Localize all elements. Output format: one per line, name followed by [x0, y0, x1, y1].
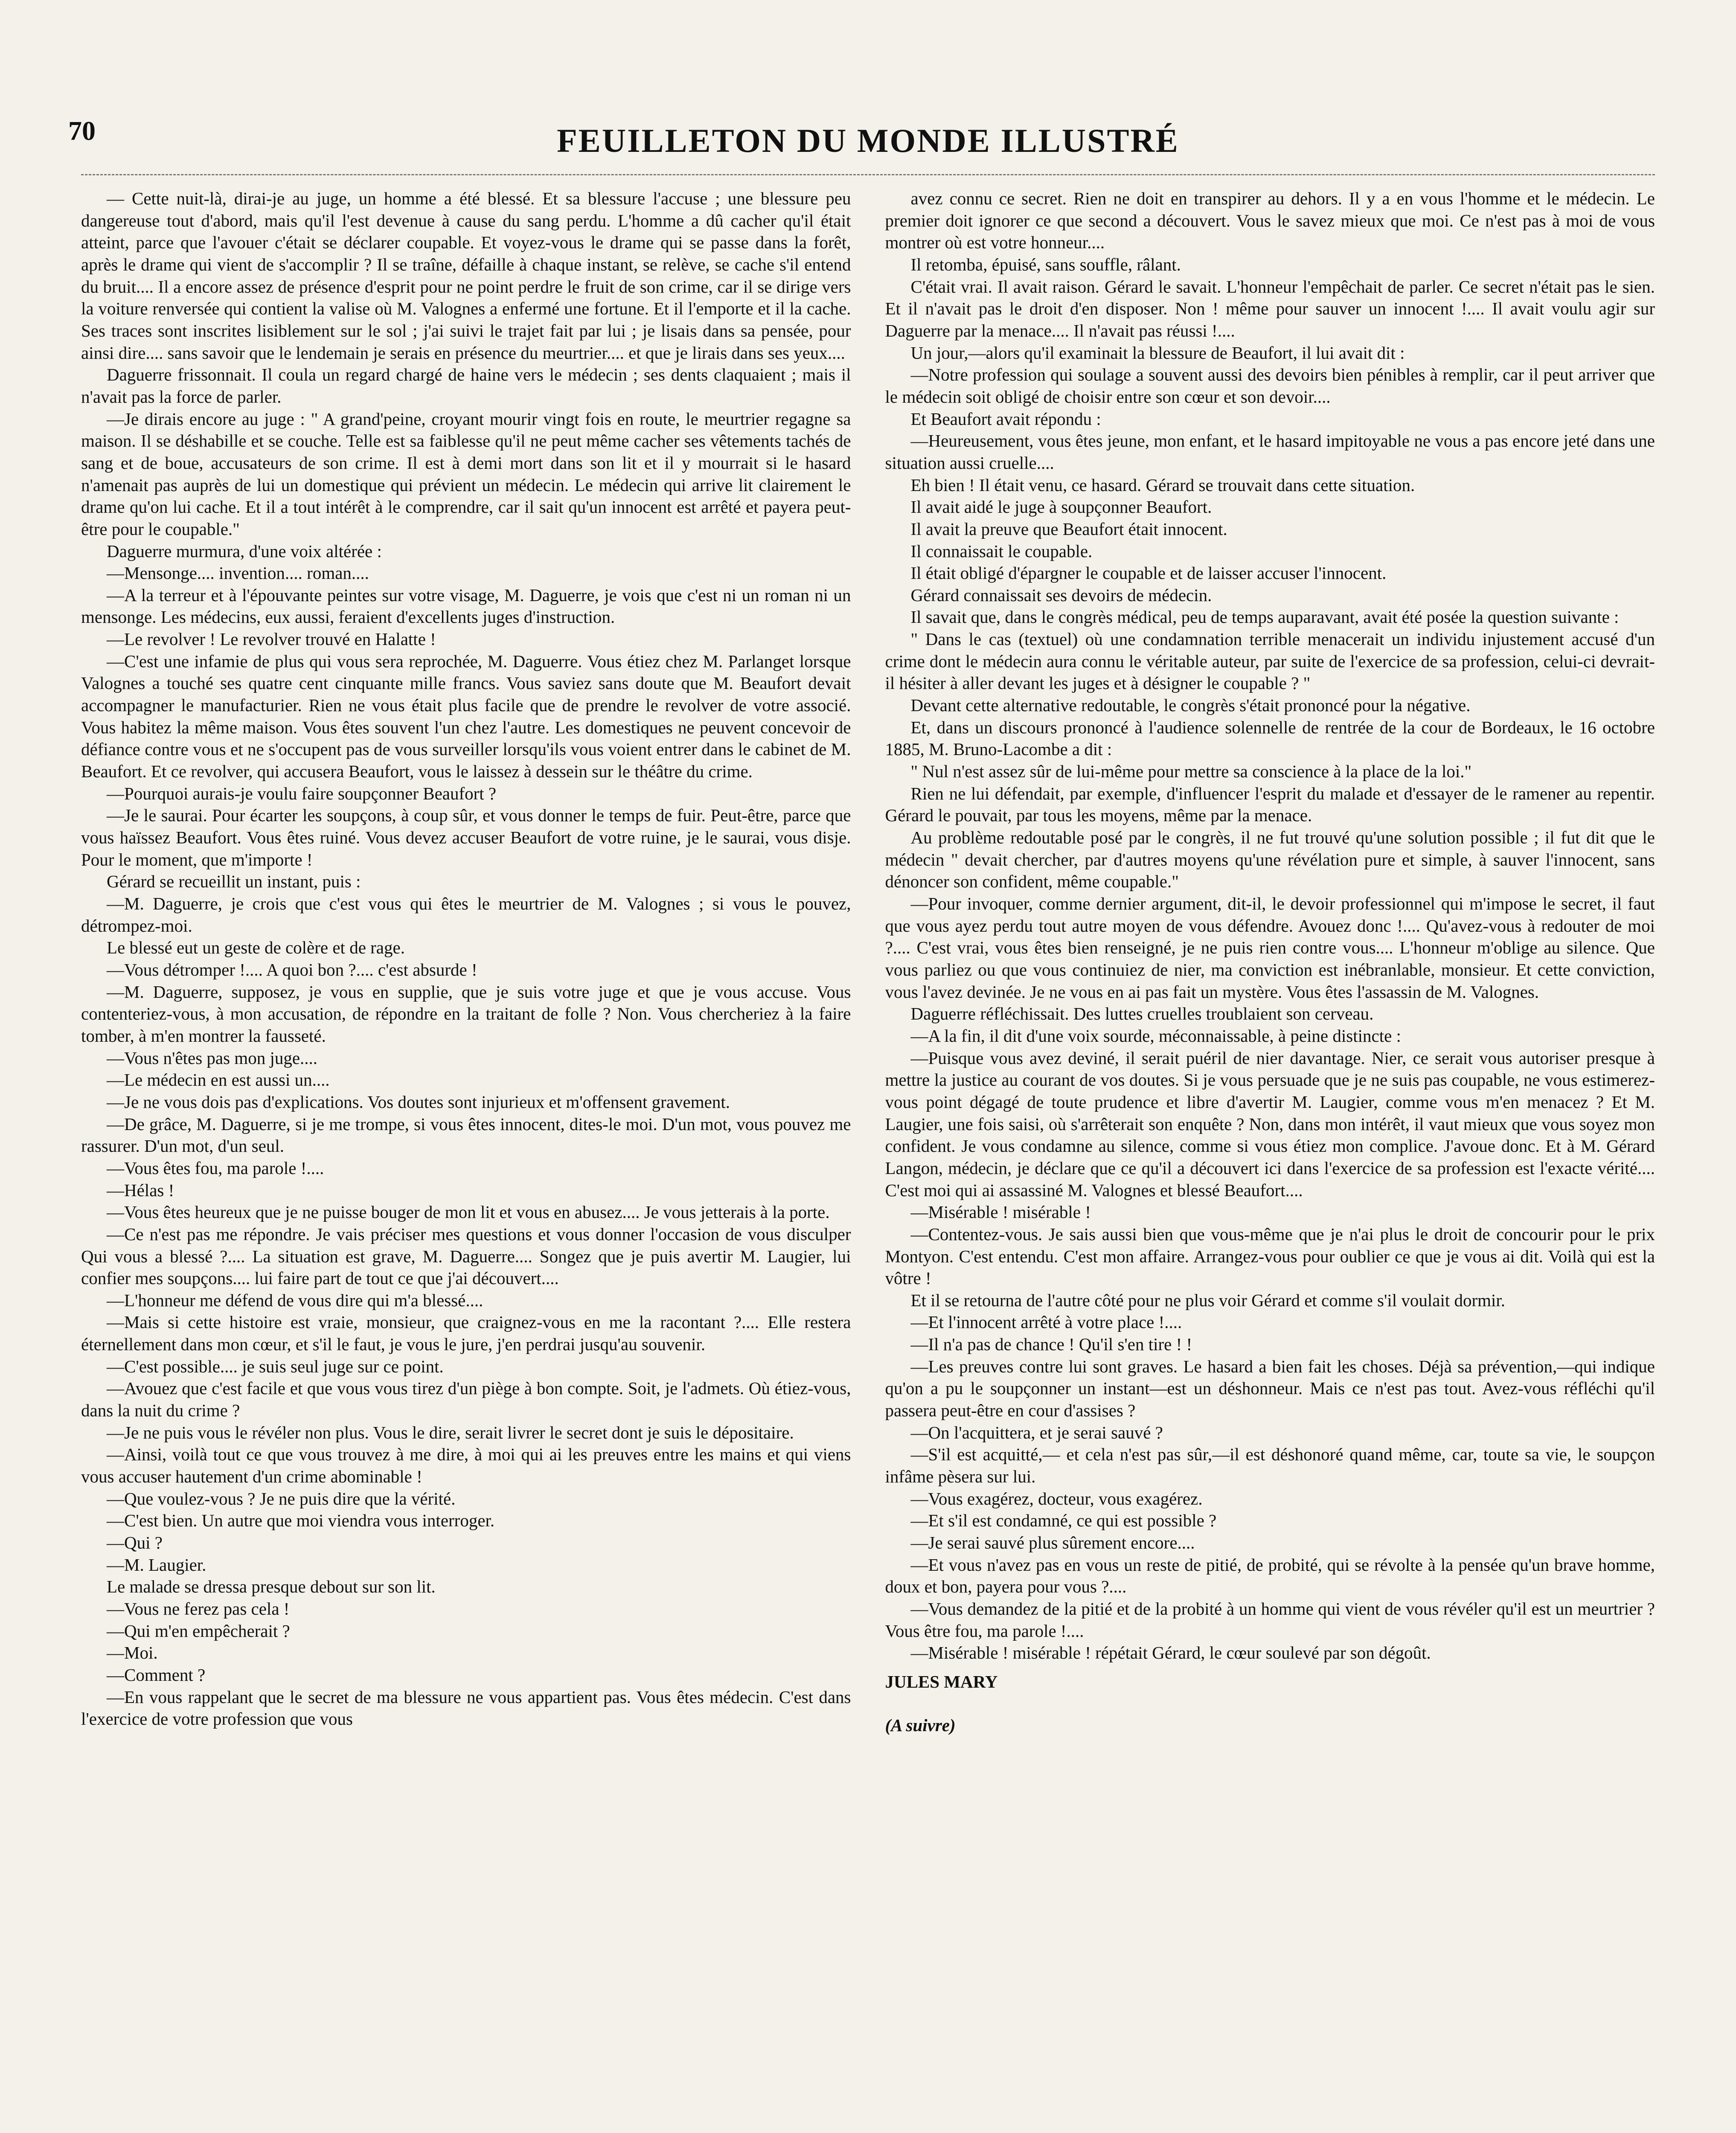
left-column [81, 188, 851, 2133]
paragraph: —Comment ? [107, 1665, 206, 1685]
paragraph: —A la fin, il dit d'une voix sourde, méconnaissable, à peine distincte : [910, 1026, 1401, 1046]
page-header-title: FEUILLETON DU MONDE ILLUSTRÉ [557, 122, 1179, 159]
paragraph: —Moi. [107, 1643, 158, 1663]
paragraph: —Il n'a pas de chance ! Qu'il s'en tire ! ! [910, 1334, 1192, 1354]
header-rule [81, 174, 1655, 175]
paragraph: Eh bien ! Il était venu, ce hasard. Gérard se trouvait dans cette situation. [910, 475, 1415, 495]
paragraph: —Qui ? [107, 1533, 163, 1553]
paragraph: Rien ne lui défendait, par exemple, d'influencer l'esprit du malade et d'essayer de le ramener au repentir. Gérard le pouvait, par tous les moyens, même par la menace. [885, 783, 1655, 825]
paragraph: —Vous êtes heureux que je ne puisse bouger de mon lit et vous en abusez.... Je vous jetterais à la porte. [107, 1202, 830, 1222]
to-be-continued: (A suivre) [885, 1715, 956, 1735]
paragraph: —Mensonge.... invention.... roman.... [107, 563, 369, 583]
paragraph: Il savait que, dans le congrès médical, peu de temps auparavant, avait été posée la question suivante : [910, 607, 1619, 627]
paragraph: —Ce n'est pas me répondre. Je vais préciser mes questions et vous donner l'occasion de vous disculper Qui vous a blessé ?.... La situation est grave, M. Daguerre.... Songez que je puis avertir M. Laugier, lui confier mes soupçons.... lui faire part de tout ce que j'ai découvert.... [81, 1224, 851, 1288]
paragraph: —M. Daguerre, supposez, je vous en supplie, que je suis votre juge et que je vous accuse. Vous contenteriez-vous, à mon accusation, de répondre en la traitant de folle ? Non. Vous chercheriez à la faire tomber, à m'en montrer la fausseté. [81, 982, 851, 1046]
paragraph: Et, dans un discours prononcé à l'audience solennelle de rentrée de la cour de Bordeaux, le 16 octobre 1885, M. Bruno-Lacombe a dit : [885, 717, 1655, 759]
paragraph: —Pourquoi aurais-je voulu faire soupçonner Beaufort ? [107, 783, 497, 803]
paragraph: C'était vrai. Il avait raison. Gérard le savait. L'honneur l'empêchait de parler. Ce secret n'était pas le sien. Et il n'avait pas le droit d'en disposer. Non ! même pour sauver un innocent !.... Il avait voulu agir sur Daguerre par la menace.... Il n'avait pas réussi !.... [885, 276, 1655, 340]
paragraph: —A la terreur et à l'épouvante peintes sur votre visage, M. Daguerre, je vois que c'est ni un roman ni un mensonge. Les médecins, eux aussi, feraient d'excellents juges d'instruction. [81, 585, 851, 627]
paragraph: —M. Daguerre, je crois que c'est vous qui êtes le meurtrier de M. Valognes ; si vous le pouvez, détrompez-moi. [81, 894, 851, 936]
paragraph: —Je dirais encore au juge : " A grand'peine, croyant mourir vingt fois en route, le meurtrier regagne sa maison. Il se déshabille et se couche. Telle est sa faiblesse qu'il ne peut même cacher ses vêtements tachés de sang et de boue, accusateurs de son crime. Il est à demi mort dans son lit et il y mourrait si le hasard n'amenait pas auprès de lui un domestique qui prévient un médecin. Le médecin qui arrive lit clairement le drame qu'on lui cache. Et il a tout intérêt à le comprendre, car il sait qu'un innocent est arrêté et payera peut-être pour le coupable." [81, 409, 851, 539]
paragraph: —Vous n'êtes pas mon juge.... [107, 1048, 318, 1068]
paragraph: Il avait la preuve que Beaufort était innocent. [910, 519, 1227, 539]
paragraph: Il avait aidé le juge à soupçonner Beaufort. [910, 497, 1212, 517]
paragraph: —L'honneur me défend de vous dire qui m'a blessé.... [107, 1290, 483, 1310]
paragraph: —Heureusement, vous êtes jeune, mon enfant, et le hasard impitoyable ne vous a pas encore jeté dans une situation aussi cruelle.... [885, 431, 1655, 473]
paragraph: —Vous êtes fou, ma parole !.... [107, 1158, 324, 1178]
paragraph: Un jour,—alors qu'il examinait la blessure de Beaufort, il lui avait dit : [910, 343, 1405, 363]
paragraph: Et il se retourna de l'autre côté pour ne plus voir Gérard et comme s'il voulait dormir. [910, 1290, 1506, 1310]
paragraph: —Avouez que c'est facile et que vous vous tirez d'un piège à bon compte. Soit, je l'admets. Où étiez-vous, dans la nuit du crime ? [81, 1378, 851, 1421]
paragraph: —Qui m'en empêcherait ? [107, 1621, 290, 1641]
paragraph: —De grâce, M. Daguerre, si je me trompe, si vous êtes innocent, dites-le moi. D'un mot, vous pouvez me rassurer. D'un mot, d'un seul. [81, 1114, 851, 1156]
paragraph: —S'il est acquitté,— et cela n'est pas sûr,—il est déshonoré quand même, car, toute sa vie, le soupçon infâme pèsera sur lui. [885, 1444, 1655, 1487]
paragraph: —Pour invoquer, comme dernier argument, dit-il, le devoir professionnel qui m'impose le secret, il faut que vous ayez perdu tout autre moyen de vous défendre. Avouez donc !.... Qu'avez-vous à redouter de moi ?.... C'est vrai, vous êtes bien renseigné, je ne puis rien contre vous.... L'honneur m'oblige au silence. Que vous parliez ou que vous continuiez de nier, ma conviction est inébranlable, monsieur. Et cette conviction, vous l'avez devinée. Je ne vous en ai pas fait un mystère. Vous êtes l'assassin de M. Valognes. [885, 894, 1655, 1002]
paragraph: —Je ne puis vous le révéler non plus. Vous le dire, serait livrer le secret dont je suis le dépositaire. [107, 1422, 794, 1442]
paragraph: —On l'acquittera, et je serai sauvé ? [910, 1422, 1163, 1442]
paragraph: Il retomba, épuisé, sans souffle, râlant. [910, 254, 1181, 274]
paragraph: —Que voulez-vous ? Je ne puis dire que la vérité. [107, 1488, 456, 1508]
paragraph: —C'est une infamie de plus qui vous sera reprochée, M. Daguerre. Vous étiez chez M. Parlanget lorsque Valognes a touché ses quatre cent cinquante mille francs. Vous saviez sans doute que M. Beaufort devait accompagner le manufacturier. Rien ne vous était plus facile que de prendre le revolver de votre associé. Vous habitez la même maison. Vous êtes souvent l'un chez l'autre. Les domestiques ne peuvent concevoir de défiance contre vous et ne s'occupent pas de vous surveiller lorsqu'ils vous voient entrer dans le cabinet de M. Beaufort. Et ce revolver, qui accusera Beaufort, vous le laissez à dessein sur le théâtre du crime. [81, 651, 851, 782]
paragraph: Daguerre frissonnait. Il coula un regard chargé de haine vers le médecin ; ses dents claquaient ; mais il n'avait pas la force de parler. [81, 365, 851, 407]
page-number: 70 [68, 116, 96, 146]
paragraph: —Vous détromper !.... A quoi bon ?.... c'est absurde ! [107, 959, 477, 979]
paragraph: —Mais si cette histoire est vraie, monsieur, que craignez-vous en me la racontant ?.... Elle restera éternellement dans mon cœur, et s'il le faut, je vous le jure, j'en perdrai jusqu'au souvenir. [81, 1312, 851, 1354]
paragraph: —C'est possible.... je suis seul juge sur ce point. [107, 1356, 444, 1376]
paragraph: Daguerre murmura, d'une voix altérée : [107, 541, 382, 561]
paragraph: —M. Laugier. [107, 1555, 206, 1575]
paragraph: —Et l'innocent arrêté à votre place !.... [910, 1312, 1182, 1332]
paragraph: —C'est bien. Un autre que moi viendra vous interroger. [107, 1511, 495, 1531]
paragraph: —Vous ne ferez pas cela ! [107, 1599, 290, 1619]
paragraph: Et Beaufort avait répondu : [910, 409, 1101, 429]
paragraph: —Misérable ! misérable ! [910, 1202, 1091, 1222]
paragraph: —Je le saurai. Pour écarter les soupçons, à coup sûr, et vous donner le temps de fuir. Peut-être, parce que vous haïssez Beaufort. Vous êtes ruiné. Vous devez accuser Beaufort de votre ruine, je le saurai, vous disje. Pour le moment, que m'importe ! [81, 805, 851, 869]
paragraph: —Puisque vous avez deviné, il serait puéril de nier davantage. Nier, ce serait vous autoriser presque à mettre la justice au courant de vos doutes. Si je vous persuade que je ne suis pas coupable, ne vous estimerez-vous point dégagé de toute prudence et libre d'avertir M. Laugier, comme vous m'en menacez ? Et M. Laugier, une fois saisi, où s'arrêterait son enquête ? Non, dans mon intérêt, il vaut mieux que vous soyez mon confident. Je vous condamne au silence, comme si vous étiez mon complice. J'avoue donc. Et à M. Gérard Langon, médecin, je déclare que ce qu'il a découvert ici dans l'exercice de sa profession est l'exacte vérité.... C'est moi qui ai assassiné M. Valognes et blessé Beaufort.... [885, 1048, 1655, 1200]
author-signature: JULES MARY [885, 1671, 998, 1691]
paragraph: —Et vous n'avez pas en vous un reste de pitié, de probité, qui se révolte à la pensée qu'un brave homme, doux et bon, payera pour vous ?.... [885, 1555, 1655, 1597]
paragraph: —Je ne vous dois pas d'explications. Vos doutes sont injurieux et m'offensent gravement. [107, 1092, 730, 1112]
paragraph: avez connu ce secret. Rien ne doit en transpirer au dehors. Il y a en vous l'homme et le médecin. Le premier doit ignorer ce que second a découvert. Vous le savez mieux que moi. Ce n'est pas à moi de vous montrer où est votre honneur.... [885, 189, 1655, 253]
paragraph: Daguerre réfléchissait. Des luttes cruelles troublaient son cerveau. [910, 1004, 1374, 1024]
paragraph: " Dans le cas (textuel) où une condamnation terrible menacerait un individu injustement accusé d'un crime dont le médecin aura connu le véritable auteur, par suite de l'exercice de sa profession, celui-ci devrait-il hésiter à aller devant les juges et à désigner le coupable ? " [885, 629, 1655, 693]
paragraph: Au problème redoutable posé par le congrès, il ne fut trouvé qu'une solution possible ; il fut dit que le médecin " devait chercher, par d'autres moyens qu'une révélation pure et simple, à sauver l'innocent, sans dénoncer son confident, même coupable." [885, 828, 1655, 892]
paragraph: Devant cette alternative redoutable, le congrès s'était prononcé pour la négative. [910, 695, 1471, 715]
paragraph: —Vous exagérez, docteur, vous exagérez. [910, 1488, 1203, 1508]
right-column-body [885, 188, 1655, 1664]
paragraph: Gérard connaissait ses devoirs de médecin. [910, 585, 1212, 605]
paragraph: —En vous rappelant que le secret de ma blessure ne vous appartient pas. Vous êtes médecin. C'est dans l'exercice de votre profession que vous [81, 1687, 851, 1729]
paragraph: —Hélas ! [107, 1180, 174, 1200]
paragraph: —Le revolver ! Le revolver trouvé en Halatte ! [107, 629, 436, 649]
paragraph: —Les preuves contre lui sont graves. Le hasard a bien fait les choses. Déjà sa prévention,—qui indique qu'on a pu le soupçonner un instant—est un déshonneur. Mais ce n'est pas tout. Avez-vous réfléchi qu'il passera peut-être en cour d'assises ? [885, 1356, 1655, 1421]
paragraph: Le malade se dressa presque debout sur son lit. [107, 1577, 436, 1597]
paragraph: —Misérable ! misérable ! répétait Gérard, le cœur soulevé par son dégoût. [910, 1643, 1431, 1663]
right-column [885, 188, 1655, 2133]
paragraph: Gérard se recueillit un instant, puis : [107, 872, 361, 892]
paragraph: —Notre profession qui soulage a souvent aussi des devoirs bien pénibles à remplir, car il peut arriver que le médecin soit obligé de choisir entre son cœur et son devoir.... [885, 365, 1655, 407]
paragraph: —Le médecin en est aussi un.... [107, 1070, 330, 1090]
paragraph: Le blessé eut un geste de colère et de rage. [107, 938, 405, 958]
paragraph: Il était obligé d'épargner le coupable et de laisser accuser l'innocent. [910, 563, 1387, 583]
paragraph: —Je serai sauvé plus sûrement encore.... [910, 1533, 1195, 1553]
paragraph: —Ainsi, voilà tout ce que vous trouvez à me dire, à moi qui ai les preuves entre les mains et qui viens vous accuser hautement d'un crime abominable ! [81, 1444, 851, 1487]
text-columns [81, 188, 1655, 2133]
paragraph: " Nul n'est assez sûr de lui-même pour mettre sa conscience à la place de la loi." [910, 761, 1472, 782]
paragraph: —Et s'il est condamné, ce qui est possible ? [910, 1511, 1217, 1531]
paragraph: —Vous demandez de la pitié et de la probité à un homme qui vient de vous révéler qu'il est un meurtrier ? Vous être fou, ma parole !.... [885, 1599, 1655, 1641]
paragraph: Il connaissait le coupable. [910, 541, 1093, 561]
paragraph: — Cette nuit-là, dirai-je au juge, un homme a été blessé. Et sa blessure l'accuse ; une blessure peu dangereuse tout d'abord, mais qu'il l'est devenue à cause du sang perdu. L'homme a dû cacher qu'il était atteint, parce que l'avouer c'était se déclarer coupable. Et voyez-vous le drame qui se passe dans la forêt, après le drame qui vient de s'accomplir ? Il se traîne, défaille à chaque instant, se relève, se cache s'il entend du bruit.... Il a encore assez de présence d'esprit pour ne point perdre le fruit de son crime, car il se dirige vers la voiture renversée qui contient la valise où M. Valognes a enfermé une fortune. Et il l'emporte et il la cache. Ses traces sont inscrites lisiblement sur le sol ; j'ai suivi le trajet fait par lui ; je lisais dans sa pensée, pour ainsi dire.... sans savoir que le lendemain je serais en présence du meurtrier.... et que je lirais dans ses yeux.... [81, 189, 851, 363]
paragraph: —Contentez-vous. Je sais aussi bien que vous-même que je n'ai plus le droit de concourir pour le prix Montyon. C'est entendu. C'est mon affaire. Arrangez-vous pour oublier ce que je vous ai dit. Voilà qui est la vôtre ! [885, 1224, 1655, 1288]
